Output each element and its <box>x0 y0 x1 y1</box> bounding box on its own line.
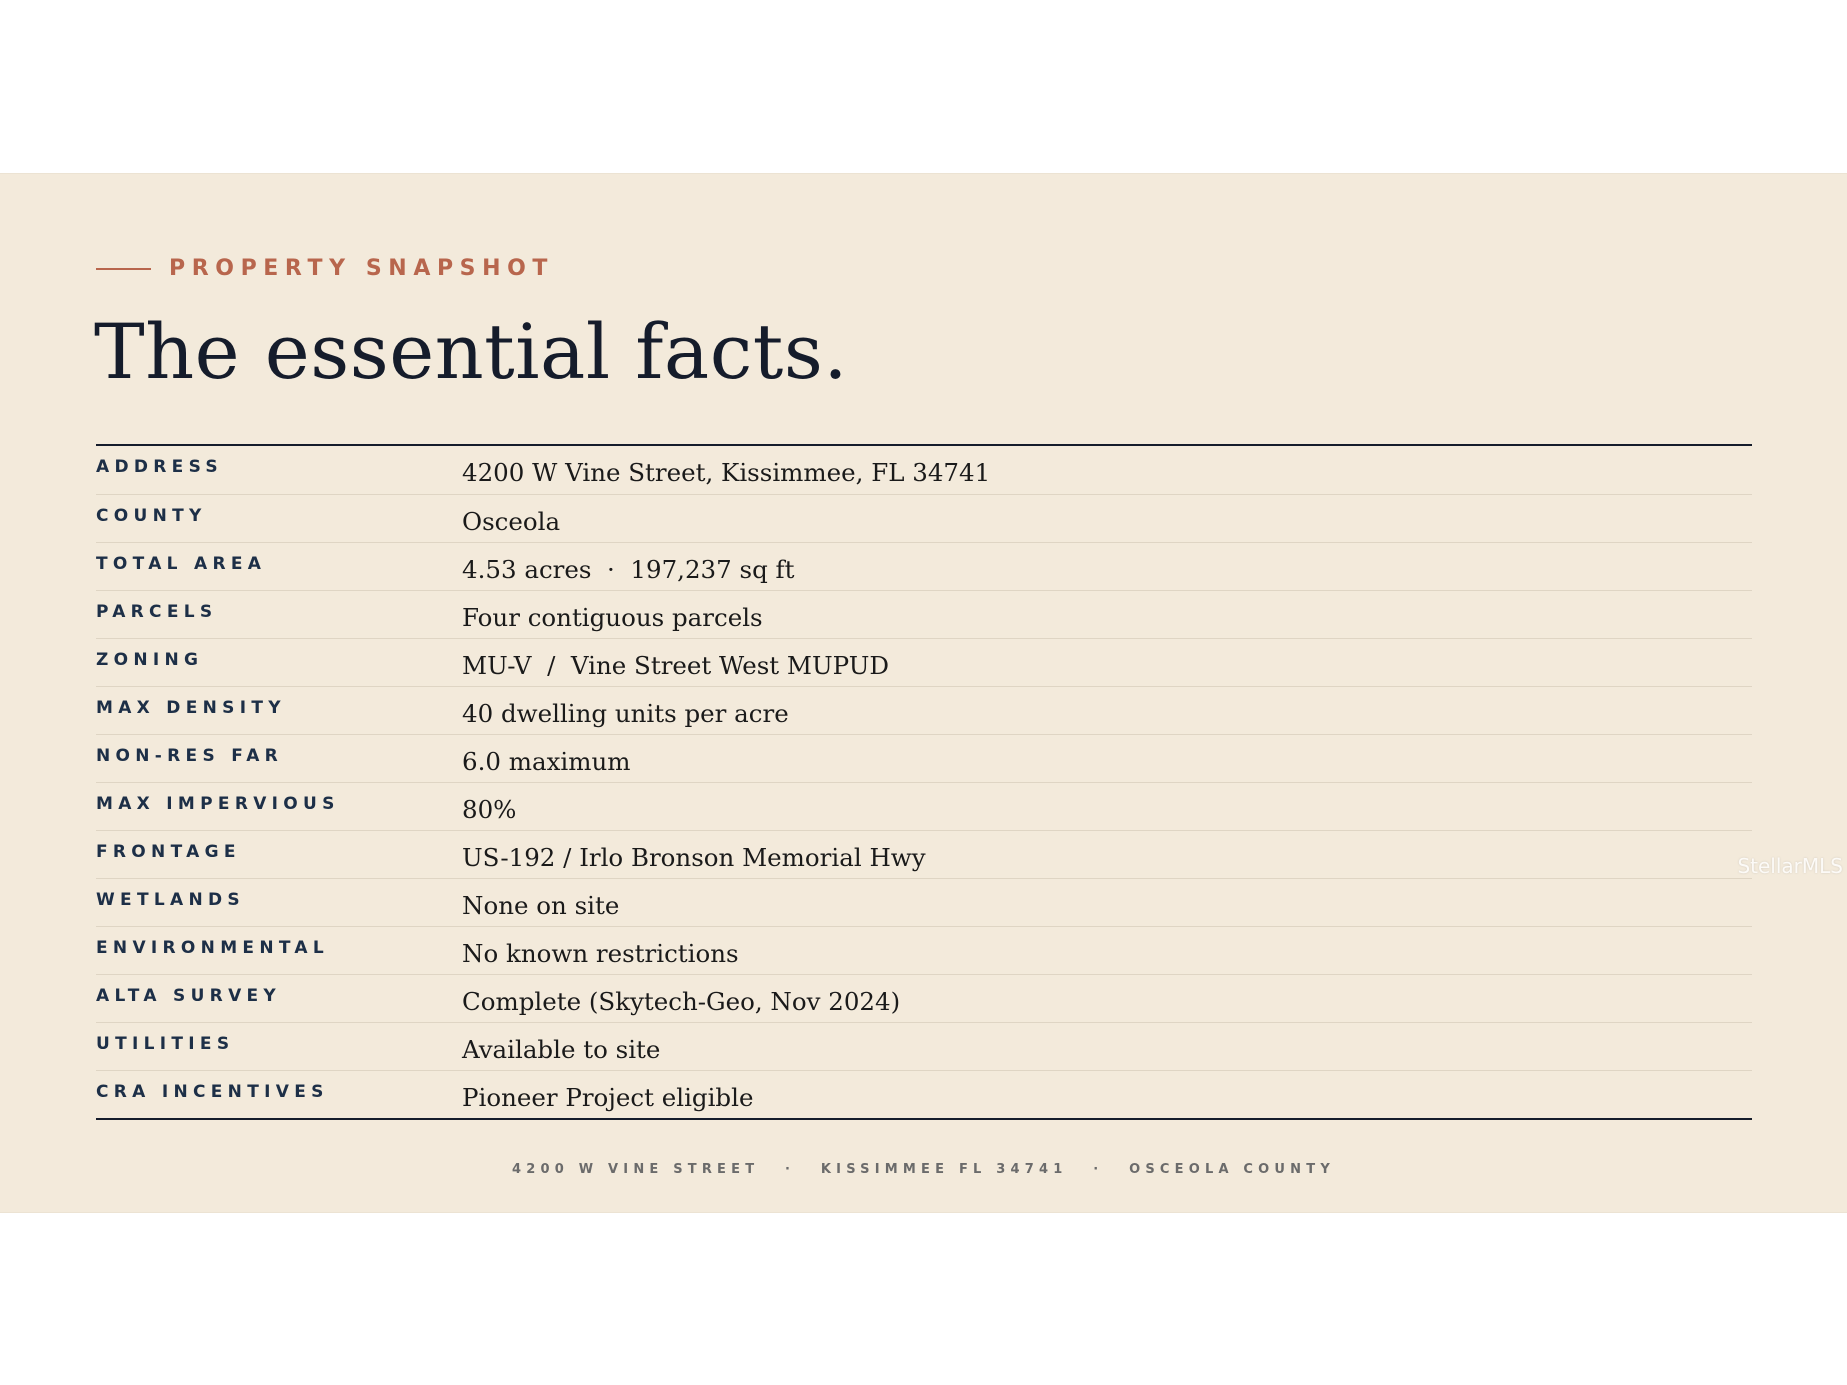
fact-value: 6.0 maximum <box>462 747 631 776</box>
fact-row-county <box>96 494 1752 542</box>
fact-row-zoning <box>96 638 1752 686</box>
fact-label: MAX DENSITY <box>96 698 286 718</box>
fact-label: WETLANDS <box>96 890 245 910</box>
footer-city: KISSIMMEE FL 34741 <box>820 1162 1068 1177</box>
fact-label: UTILITIES <box>96 1034 235 1054</box>
fact-value: Pioneer Project eligible <box>462 1083 754 1112</box>
mls-watermark: StellarMLS <box>1737 854 1843 878</box>
property-snapshot-panel <box>0 173 1847 1213</box>
fact-label: ZONING <box>96 650 204 670</box>
footer-address-line <box>0 1162 1847 1177</box>
fact-row-alta-survey <box>96 974 1752 1022</box>
eyebrow-rule <box>96 268 151 270</box>
section-eyebrow <box>96 256 554 281</box>
facts-table <box>96 444 1752 1120</box>
fact-row-address <box>96 446 1752 494</box>
fact-value: 40 dwelling units per acre <box>462 699 789 728</box>
fact-row-non-res-far <box>96 734 1752 782</box>
fact-label: ALTA SURVEY <box>96 986 282 1006</box>
fact-label: ENVIRONMENTAL <box>96 938 330 958</box>
fact-row-utilities <box>96 1022 1752 1070</box>
fact-value: 80% <box>462 795 517 824</box>
fact-label: ADDRESS <box>96 457 223 477</box>
fact-row-environmental <box>96 926 1752 974</box>
fact-label: FRONTAGE <box>96 842 241 862</box>
fact-label: TOTAL AREA <box>96 554 267 574</box>
fact-label: COUNTY <box>96 506 207 526</box>
page-title: The essential facts. <box>94 307 849 396</box>
footer-street: 4200 W VINE STREET <box>512 1162 760 1177</box>
fact-row-max-impervious <box>96 782 1752 830</box>
fact-value: None on site <box>462 891 620 920</box>
fact-value: US-192 / Irlo Bronson Memorial Hwy <box>462 843 926 872</box>
fact-row-max-density <box>96 686 1752 734</box>
fact-row-frontage <box>96 830 1752 878</box>
fact-value: 4.53 acres · 197,237 sq ft <box>462 555 795 584</box>
footer-separator: · <box>785 1162 796 1177</box>
fact-value: Four contiguous parcels <box>462 603 763 632</box>
fact-label: MAX IMPERVIOUS <box>96 794 340 814</box>
fact-value: Osceola <box>462 507 561 536</box>
fact-row-total-area <box>96 542 1752 590</box>
fact-row-parcels <box>96 590 1752 638</box>
fact-value: Complete (Skytech-Geo, Nov 2024) <box>462 987 901 1016</box>
fact-value: Available to site <box>462 1035 661 1064</box>
fact-label: CRA INCENTIVES <box>96 1082 329 1102</box>
fact-row-wetlands <box>96 878 1752 926</box>
footer-county: OSCEOLA COUNTY <box>1129 1162 1335 1177</box>
fact-row-cra-incentives <box>96 1070 1752 1118</box>
fact-value: No known restrictions <box>462 939 739 968</box>
fact-label: PARCELS <box>96 602 218 622</box>
footer-separator: · <box>1093 1162 1104 1177</box>
fact-value: MU-V / Vine Street West MUPUD <box>462 651 890 680</box>
fact-label: NON-RES FAR <box>96 746 284 766</box>
fact-value: 4200 W Vine Street, Kissimmee, FL 34741 <box>462 458 991 487</box>
eyebrow-text: PROPERTY SNAPSHOT <box>169 256 555 281</box>
